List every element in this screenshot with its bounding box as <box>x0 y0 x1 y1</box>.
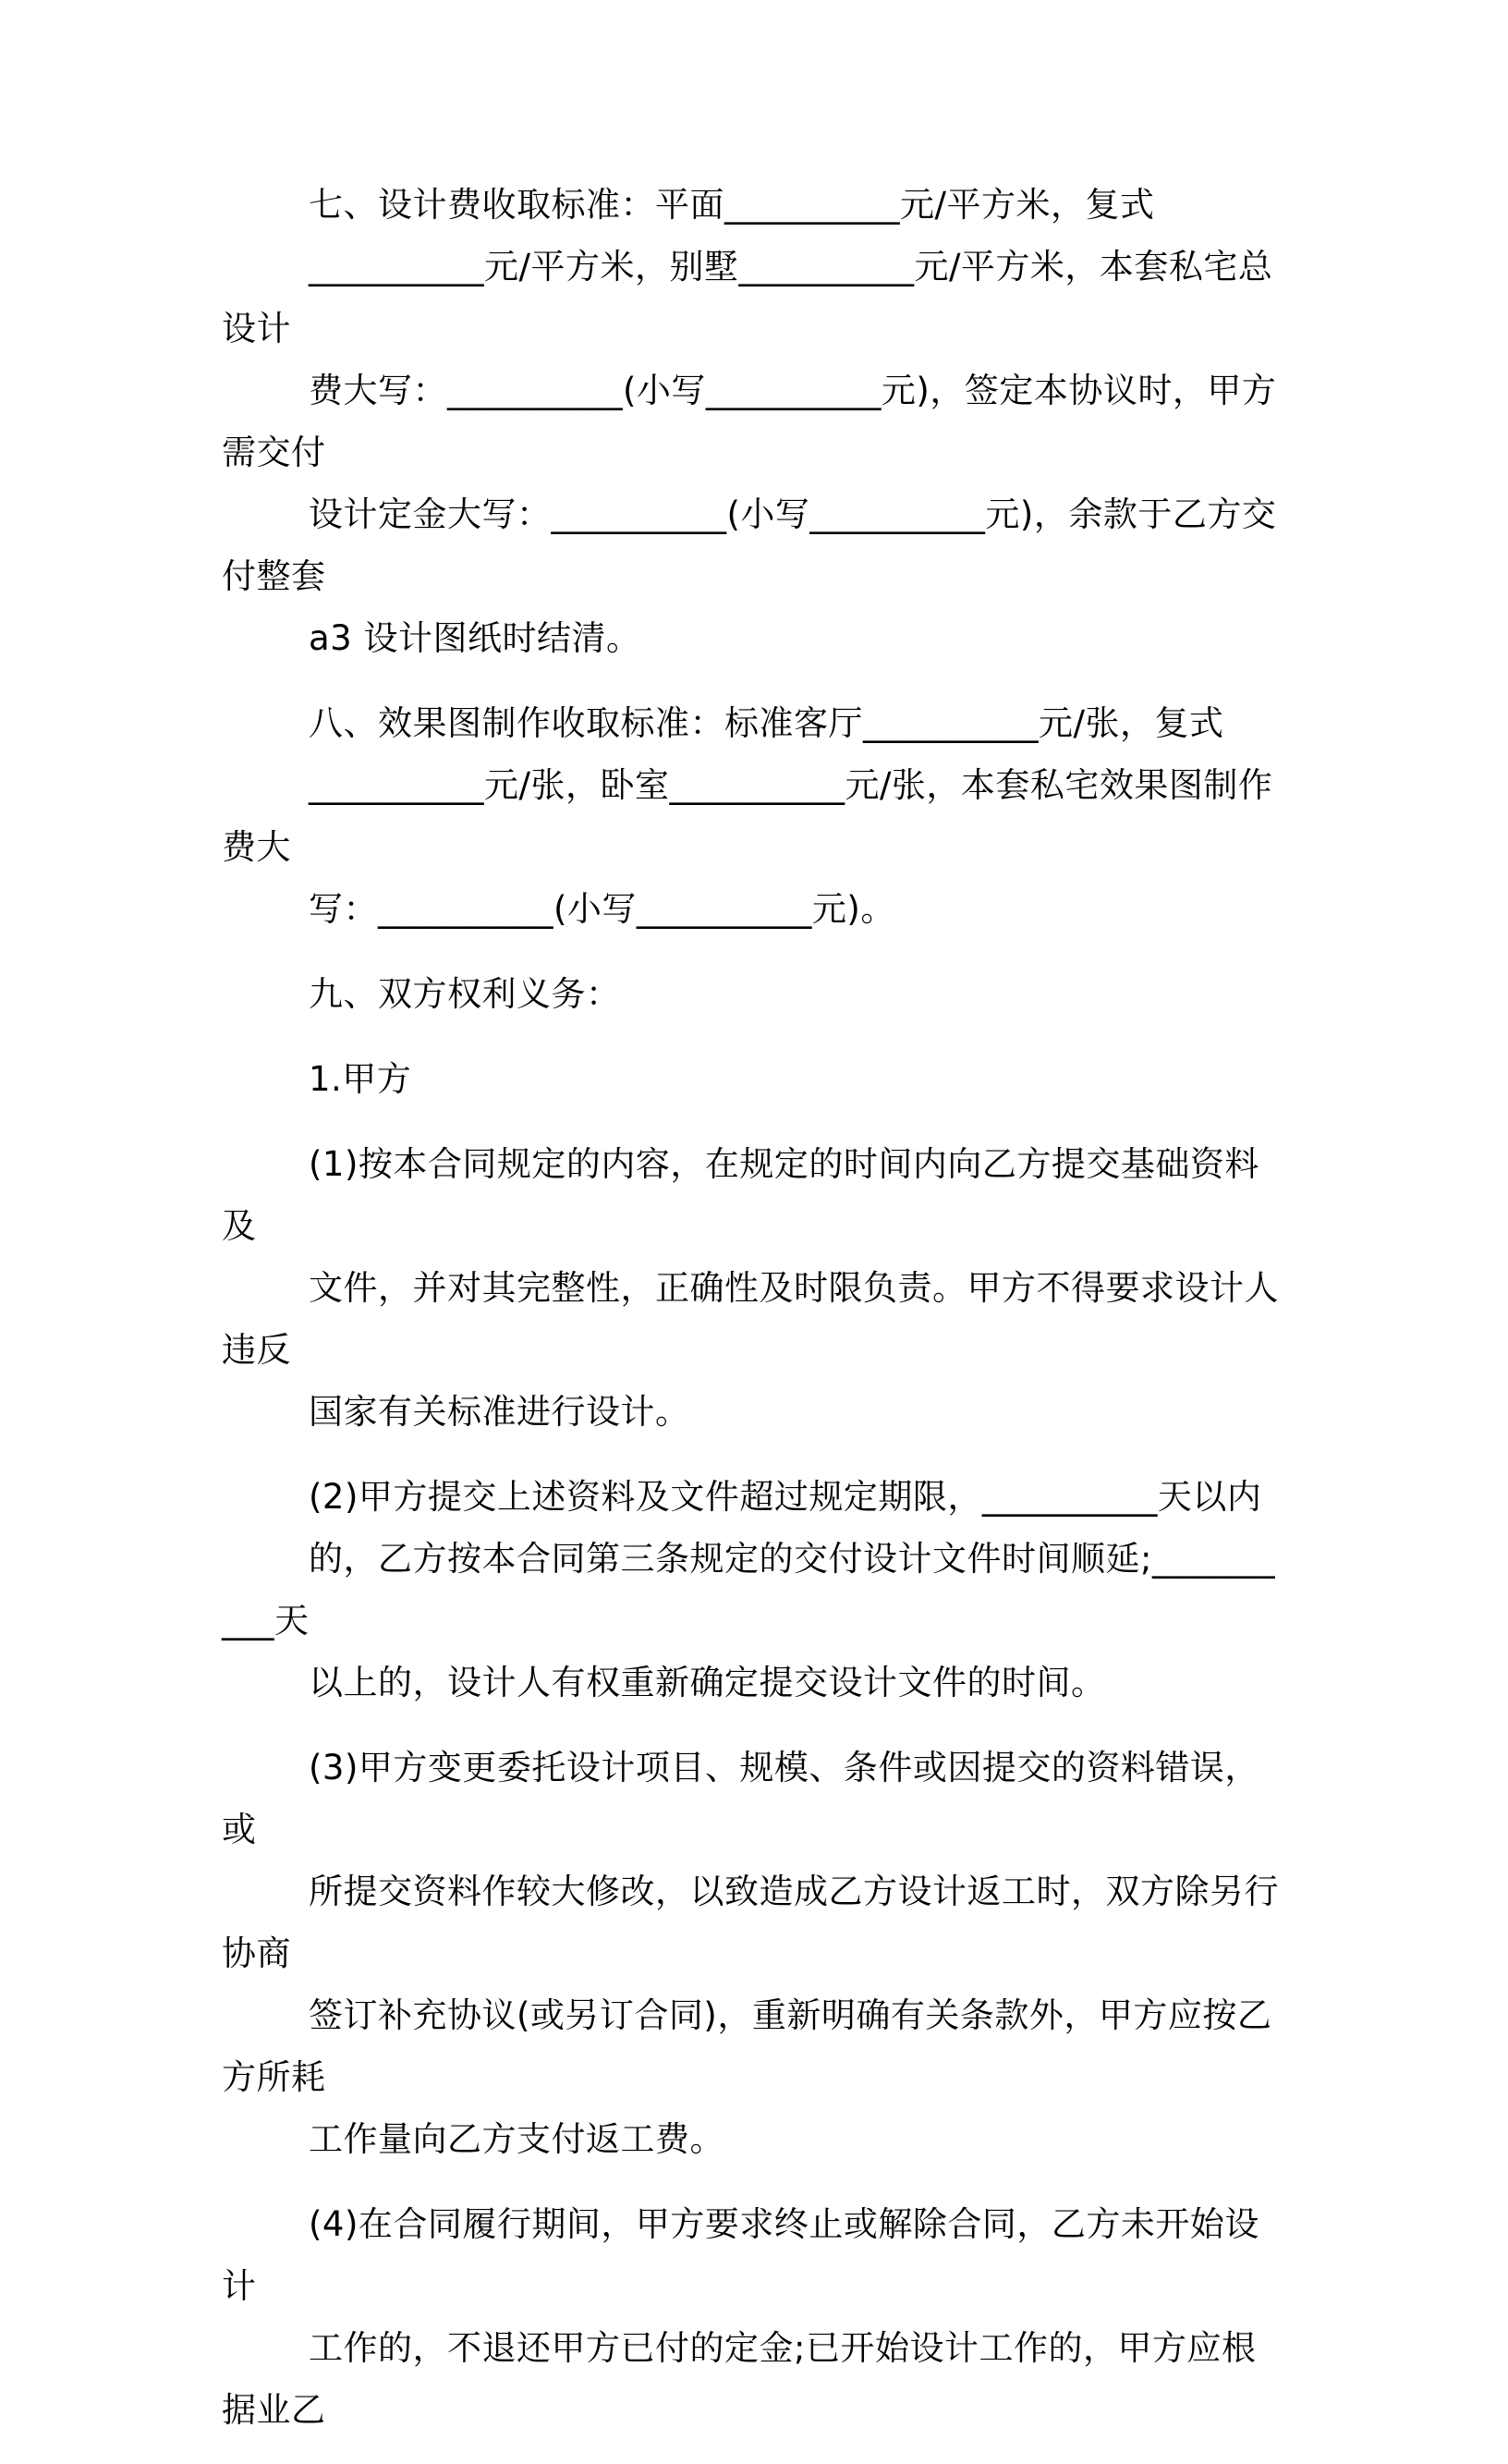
text-line: __________元/张，卧室__________元/张，本套私宅效果图制作费大 <box>222 765 1273 867</box>
section-8-rendering-fee <box>222 692 1279 940</box>
text-line: (4)在合同履行期间，甲方要求终止或解除合同，乙方未开始设计 <box>222 2204 1259 2306</box>
party-a-item-1 <box>222 1133 1279 1443</box>
text-line: a3 设计图纸时结清。 <box>309 618 641 658</box>
text-line: 工作量向乙方支付返工费。 <box>309 2119 724 2159</box>
text-line: (3)甲方变更委托设计项目、规模、条件或因提交的资料错误，或 <box>222 1748 1259 1849</box>
text-line: 工作的，不退还甲方已付的定金;已开始设计工作的，甲方应根据业乙 <box>222 2328 1257 2430</box>
party-a-heading <box>222 1048 1279 1110</box>
text-line: 七、设计费收取标准：平面__________元/平方米，复式 <box>309 185 1155 225</box>
text-line: 费大写：__________(小写__________元)，签定本协议时，甲方需交付 <box>222 371 1277 472</box>
section-9-rights-obligations <box>222 963 1279 1025</box>
text-line: (1)按本合同规定的内容，在规定的时间内向乙方提交基础资料及 <box>222 1144 1259 1246</box>
text-line: 写：__________(小写__________元)。 <box>309 889 895 929</box>
party-a-item-3 <box>222 1737 1279 2170</box>
text-line: 设计定金大写：__________(小写__________元)，余款于乙方交付整套 <box>222 494 1277 596</box>
text-line: 八、效果图制作收取标准：标准客厅__________元/张，复式 <box>309 703 1224 743</box>
text-line: 以上的，设计人有权重新确定提交设计文件的时间。 <box>309 1663 1106 1702</box>
text-line: 所提交资料作较大修改，以致造成乙方设计返工时，双方除另行协商 <box>222 1872 1279 1973</box>
text-line: 的，乙方按本合同第三条规定的交付设计文件时间顺延;__________天 <box>222 1539 1275 1641</box>
text-line: (2)甲方提交上述资料及文件超过规定期限，__________天以内 <box>309 1477 1262 1517</box>
section-7-design-fee <box>222 174 1279 669</box>
text-line: 国家有关标准进行设计。 <box>309 1392 690 1432</box>
text-line: 1.甲方 <box>309 1059 412 1099</box>
text-line: 九、双方权利义务： <box>309 974 621 1014</box>
document-body <box>222 174 1279 2464</box>
text-line: __________元/平方米，别墅__________元/平方米，本套私宅总设计 <box>222 247 1273 348</box>
text-line: 文件，并对其完整性，正确性及时限负责。甲方不得要求设计人违反 <box>222 1268 1279 1370</box>
party-a-item-4 <box>222 2193 1279 2441</box>
text-line: 签订补充协议(或另订合同)，重新明确有关条款外，甲方应按乙方所耗 <box>222 1995 1272 2097</box>
party-a-item-2 <box>222 1466 1279 1714</box>
